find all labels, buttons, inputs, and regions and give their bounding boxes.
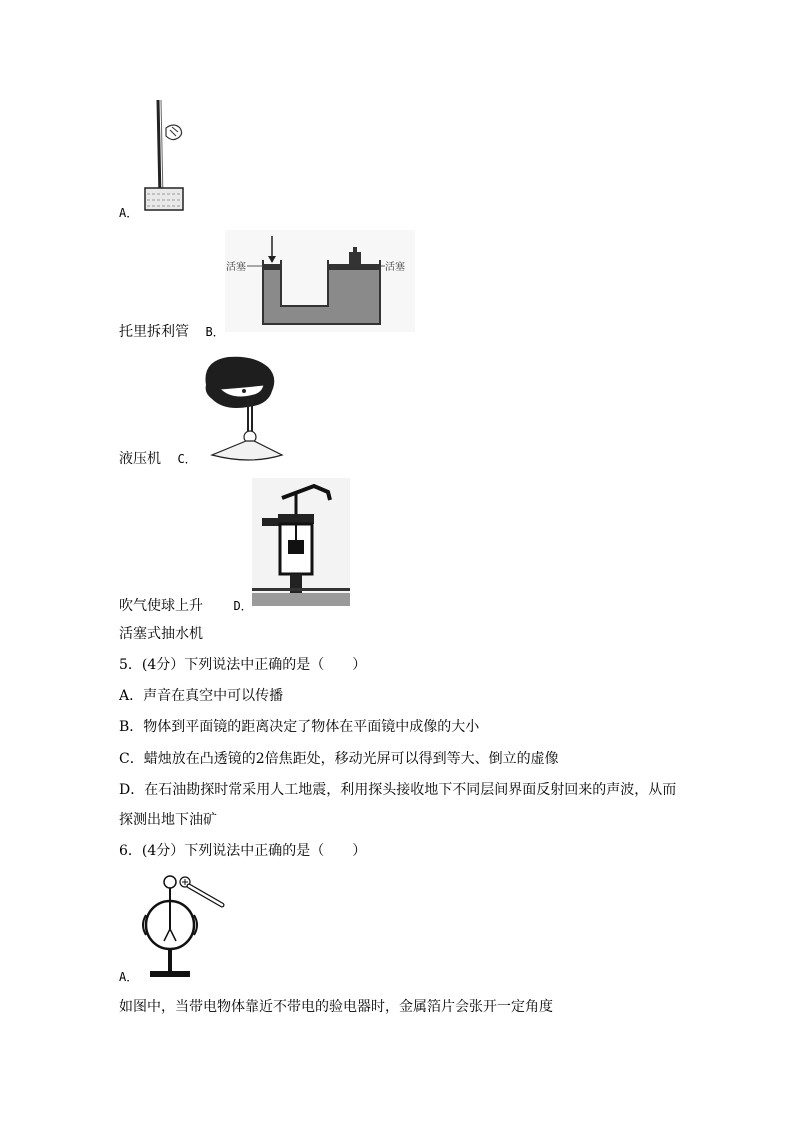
piston-pump-figure (252, 478, 350, 606)
q4-option-b-prefix: 托里拆利管 (119, 324, 189, 340)
q6-stem: 6．(4分）下列说法中正确的是（ ） (119, 843, 367, 859)
q4-option-b-label: B． (205, 325, 225, 339)
piston-right-label: 活塞 (385, 262, 405, 273)
q4-option-c-row (119, 450, 197, 468)
q4-option-d-caption: 活塞式抽水机 (119, 626, 203, 642)
q5-option-c: C．蜡烛放在凸透镜的2倍焦距处，移动光屏可以得到等大、倒立的虚像 (119, 751, 559, 767)
q5-option-b: B．物体到平面镜的距离决定了物体在平面镜中成像的大小 (119, 719, 480, 735)
q4-option-c-label: C． (177, 452, 197, 466)
piston-left-label: 活塞 (226, 262, 246, 273)
electroscope-figure (138, 873, 230, 983)
q4-option-b-row (119, 323, 225, 341)
q4-option-d-row (119, 597, 253, 615)
q6-option-a-text: 如图中，当带电物体靠近不带电的验电器时，金属箔片会张开一定角度 (119, 999, 553, 1015)
q4-option-c-prefix: 液压机 (119, 451, 161, 467)
q4-option-d-prefix: 吹气使球上升 (119, 598, 203, 614)
q6-option-a-label: A． (119, 970, 139, 984)
blowing-ball-figure (198, 355, 288, 463)
q5-option-a: A．声音在真空中可以传播 (119, 688, 284, 704)
q5-option-d: D．在石油勘探时常采用人工地震，利用探头接收地下不同层间界面反射回来的声波，从而 (119, 782, 677, 798)
hydraulic-press-figure (225, 230, 415, 332)
q4-option-d-label: D． (233, 599, 253, 613)
straw-in-cup-figure (140, 100, 190, 212)
q4-option-a-label: A． (119, 206, 139, 220)
q5-stem: 5．(4分）下列说法中正确的是（ ） (119, 657, 367, 673)
q5-option-d-continued: 探测出地下油矿 (119, 812, 217, 828)
